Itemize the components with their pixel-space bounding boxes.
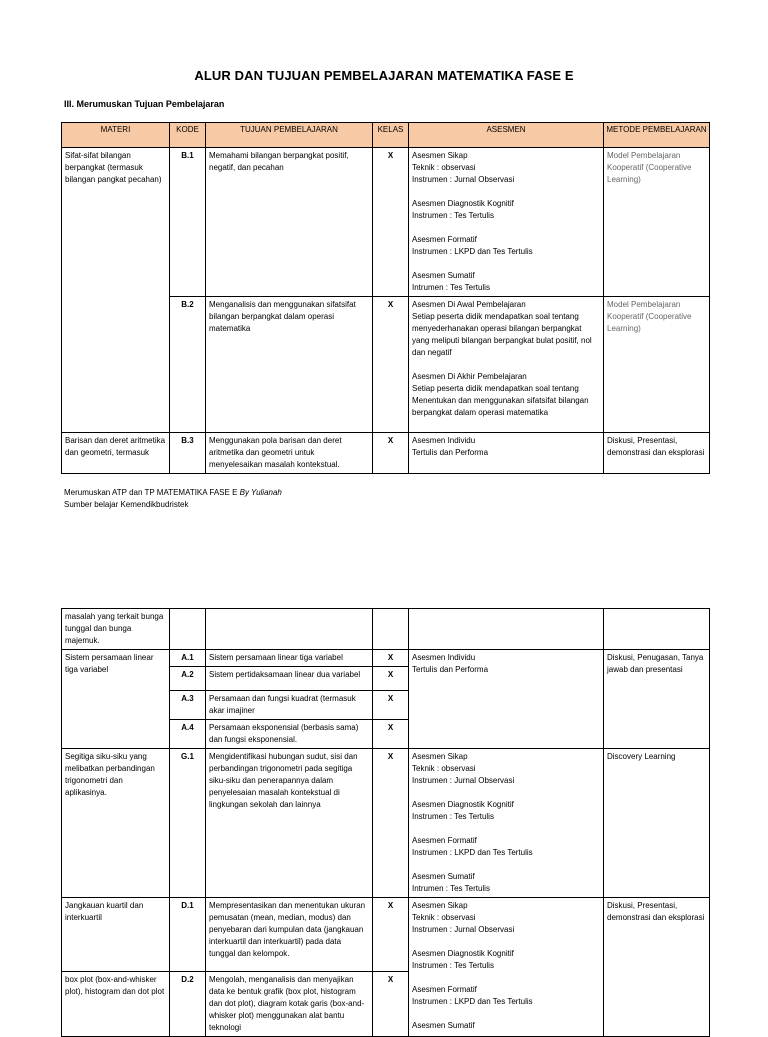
kelas-cell: X	[373, 972, 409, 1037]
metode-cell: Model Pembelajaran Kooperatif (Cooperative Learning)	[604, 148, 710, 297]
header-kelas: KELAS	[373, 123, 409, 148]
tujuan-cell: Persamaan eksponensial (berbasis sama) dan fungsi eksponensial.	[206, 720, 373, 749]
table-row	[62, 433, 710, 474]
tujuan-cell: Mengidentifikasi hubungan sudut, sisi dan perbandingan trigonometri pada segitiga siku-siku dan penerapannya dalam penyelesaian masalah kontekstual di lingkungan sekolah dan lainnya	[206, 749, 373, 898]
footer-author: By Yulianah	[239, 488, 282, 497]
kelas-cell: X	[373, 148, 409, 297]
header-materi: MATERI	[62, 123, 170, 148]
asesmen-cell: Asesmen Individu Tertulis dan Performa	[409, 433, 604, 474]
kode-cell: D.1	[170, 898, 206, 972]
materi-cell: masalah yang terkait bunga tunggal dan bunga majemuk.	[62, 609, 170, 650]
kode-cell	[170, 609, 206, 650]
asesmen-cell: Asesmen Individu Tertulis dan Performa	[409, 650, 604, 749]
asesmen-cell: Asesmen Sikap Teknik : observasi Instrumen : Jurnal Observasi Asesmen Diagnostik Kognitif Instrumen : Tes Tertulis Asesmen Formatif Instrumen : LKPD dan Tes Tertulis Asesmen Sumatif Intrumen : Tes Tertulis	[409, 148, 604, 297]
kode-cell: B.1	[170, 148, 206, 297]
document-title: ALUR DAN TUJUAN PEMBELAJARAN MATEMATIKA FASE E	[194, 68, 574, 83]
tujuan-cell: Menggunakan pola barisan dan deret aritmetika dan geometri untuk menyelesaikan masalah kontekstual.	[206, 433, 373, 474]
footer-credit	[64, 488, 282, 497]
kelas-cell: X	[373, 749, 409, 898]
asesmen-cell: Asesmen Di Awal Pembelajaran Setiap peserta didik mendapatkan soal tentang menyederhanakan operasi bilangan berpangkat yang meliputi bilangan berpangkat bulat positif, nol dan negatif Asesmen Di Akhir Pembelajaran Setiap peserta didik mendapatkan soal tentang Menentukan dan menggunakan sifatsifat bilangan berpangkat dalam operasi matematika	[409, 297, 604, 433]
metode-cell: Discovery Learning	[604, 749, 710, 898]
footer-line1: Merumuskan ATP dan TP MATEMATIKA FASE E	[64, 488, 240, 497]
metode-cell: Diskusi, Penugasan, Tanya jawab dan presentasi	[604, 650, 710, 749]
header-tujuan: TUJUAN PEMBELAJARAN	[206, 123, 373, 148]
tujuan-cell: Mempresentasikan dan menentukan ukuran pemusatan (mean, median, modus) dan penyebaran dari kumpulan data (jangkauan interkuartil dan interkuartil) pada data tunggal dan kelompok.	[206, 898, 373, 972]
kode-cell: A.2	[170, 667, 206, 691]
kode-cell: A.1	[170, 650, 206, 667]
metode-cell: Diskusi, Presentasi, demonstrasi dan eksplorasi	[604, 433, 710, 474]
metode-cell	[604, 609, 710, 650]
materi-cell: Jangkauan kuartil dan interkuartil	[62, 898, 170, 972]
kelas-cell	[373, 609, 409, 650]
materi-cell: box plot (box-and-whisker plot), histogram dan dot plot	[62, 972, 170, 1037]
table-header-row	[62, 123, 710, 148]
tujuan-cell: Sistem pertidaksamaan linear dua variabel	[206, 667, 373, 691]
learning-objectives-table-2	[61, 608, 710, 1037]
materi-cell: Barisan dan deret aritmetika dan geometri, termasuk	[62, 433, 170, 474]
kode-cell: A.4	[170, 720, 206, 749]
table-row	[62, 898, 710, 972]
metode-cell: Diskusi, Presentasi, demonstrasi dan eksplorasi	[604, 898, 710, 1037]
kelas-cell: X	[373, 898, 409, 972]
header-kode: KODE	[170, 123, 206, 148]
table-row	[62, 609, 710, 650]
metode-cell: Model Pembelajaran Kooperatif (Cooperative Learning)	[604, 297, 710, 433]
table-row	[62, 148, 710, 297]
kelas-cell: X	[373, 691, 409, 720]
kode-cell: A.3	[170, 691, 206, 720]
kode-cell: B.2	[170, 297, 206, 433]
kelas-cell: X	[373, 667, 409, 691]
kelas-cell: X	[373, 433, 409, 474]
tujuan-cell: Persamaan dan fungsi kuadrat (termasuk akar imajiner	[206, 691, 373, 720]
kelas-cell: X	[373, 650, 409, 667]
tujuan-cell: Memahami bilangan berpangkat positif, negatif, dan pecahan	[206, 148, 373, 297]
tujuan-cell: Menganalisis dan menggunakan sifatsifat bilangan berpangkat dalam operasi matematika	[206, 297, 373, 433]
tujuan-cell: Mengolah, menganalisis dan menyajikan data ke bentuk grafik (box plot, histogram dan dot plot), diagram kotak garis (box-and-whisker plot) menggunakan alat bantu teknologi	[206, 972, 373, 1037]
asesmen-cell	[409, 609, 604, 650]
kode-cell: B.3	[170, 433, 206, 474]
header-asesmen: ASESMEN	[409, 123, 604, 148]
materi-cell: Segitiga siku-siku yang melibatkan perbandingan trigonometri dan aplikasinya.	[62, 749, 170, 898]
asesmen-cell: Asesmen Sikap Teknik : observasi Instrumen : Jurnal Observasi Asesmen Diagnostik Kognitif Instrumen : Tes Tertulis Asesmen Formatif Instrumen : LKPD dan Tes Tertulis Asesmen Sumatif	[409, 898, 604, 1037]
table-row	[62, 749, 710, 898]
kelas-cell: X	[373, 297, 409, 433]
kode-cell: D.2	[170, 972, 206, 1037]
kelas-cell: X	[373, 720, 409, 749]
tujuan-cell: Sistem persamaan linear tiga variabel	[206, 650, 373, 667]
materi-cell: Sifat-sifat bilangan berpangkat (termasuk bilangan pangkat pecahan)	[62, 148, 170, 433]
tujuan-cell	[206, 609, 373, 650]
asesmen-cell: Asesmen Sikap Teknik : observasi Instrumen : Jurnal Observasi Asesmen Diagnostik Kognitif Instrumen : Tes Tertulis Asesmen Formatif Instrumen : LKPD dan Tes Tertulis Asesmen Sumatif Intrumen : Tes Tertulis	[409, 749, 604, 898]
table-row	[62, 650, 710, 667]
materi-cell: Sistem persamaan linear tiga variabel	[62, 650, 170, 749]
footer-source: Sumber belajar Kemendikbudristek	[64, 500, 189, 509]
section-subtitle: III. Merumuskan Tujuan Pembelajaran	[64, 99, 225, 109]
learning-objectives-table-1	[61, 122, 710, 474]
header-metode: METODE PEMBELAJARAN	[604, 123, 710, 148]
kode-cell: G.1	[170, 749, 206, 898]
